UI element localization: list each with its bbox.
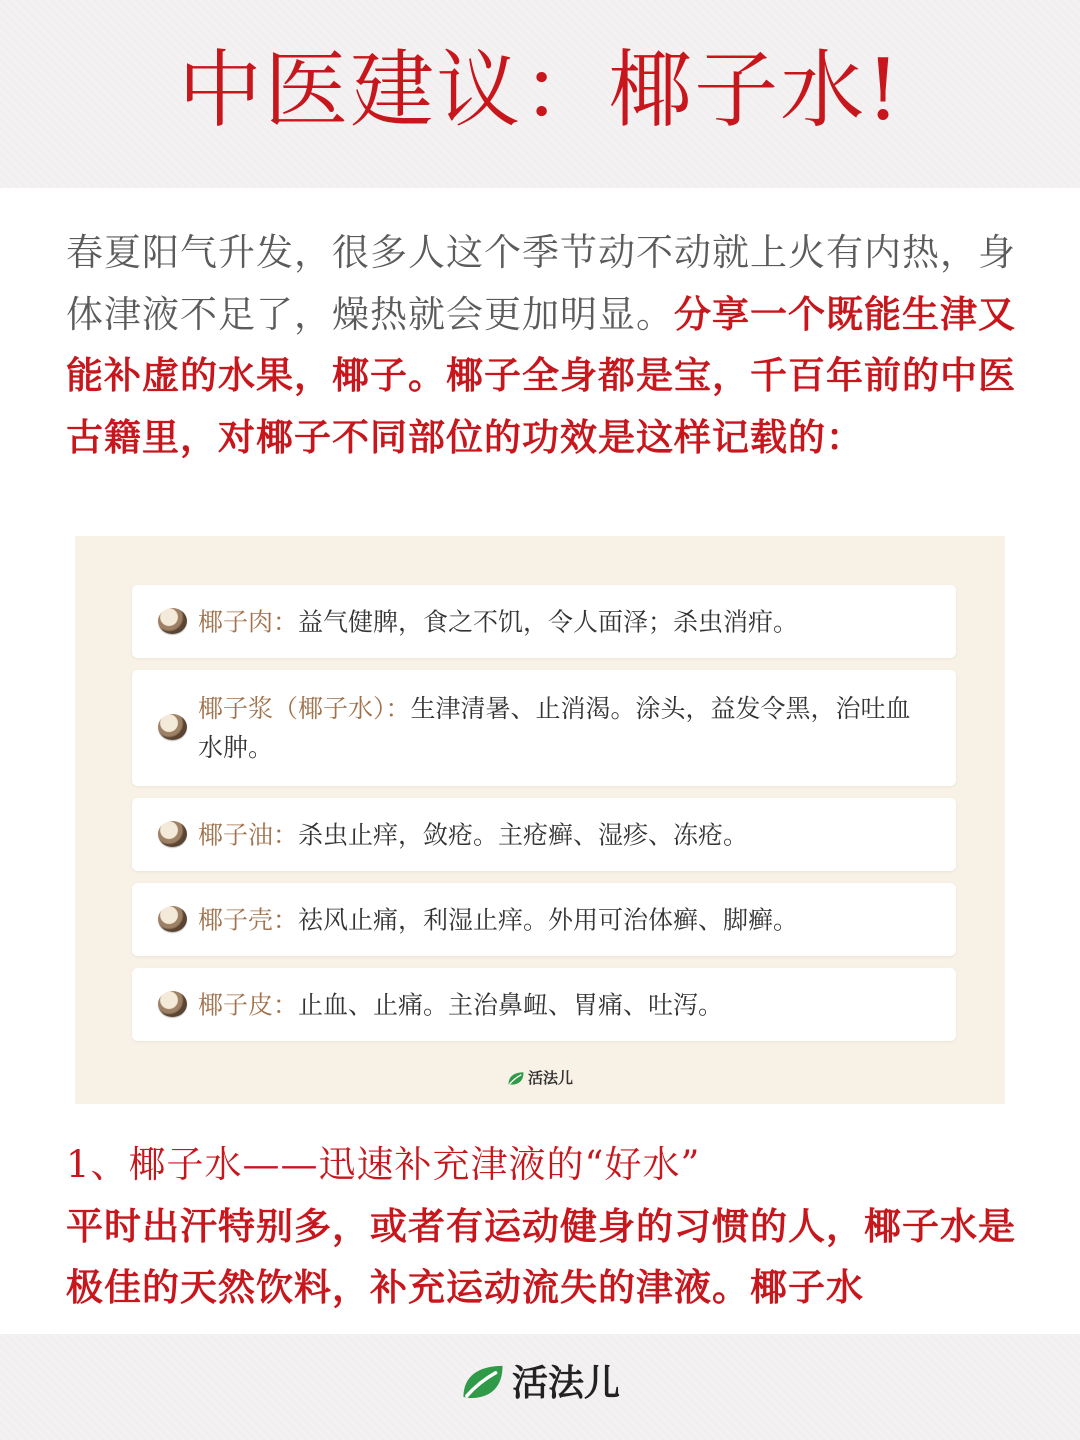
page-title: 中医建议：椰子水!	[178, 41, 902, 139]
leaf-icon	[507, 1071, 525, 1086]
coconut-icon	[158, 714, 187, 740]
info-row-description: 杀虫止痒，敛疮。主疮癣、湿疹、冻疮。	[298, 820, 749, 849]
coconut-icon	[158, 991, 187, 1017]
footer-brand-name: 活法儿	[511, 1363, 620, 1404]
coconut-parts-card	[75, 536, 1005, 1104]
info-row-description: 止血、止痛。主治鼻衄、胃痛、吐泻。	[298, 990, 724, 1019]
info-row-coconut-oil	[132, 798, 956, 871]
info-row-label: 椰子油：	[198, 820, 299, 849]
footer-brand-logo	[0, 1356, 1080, 1412]
footer-banner	[0, 1334, 1080, 1440]
info-row-text	[198, 602, 932, 641]
leaf-icon	[460, 1361, 506, 1403]
info-row-coconut-water	[132, 670, 956, 786]
info-row-description: 益气健脾，食之不饥，令人面泽；杀虫消疳。	[298, 607, 799, 636]
coconut-icon	[158, 608, 187, 634]
card-brand-name: 活法儿	[527, 1069, 573, 1087]
header-banner	[0, 0, 1080, 188]
info-row-label: 椰子肉：	[198, 607, 299, 636]
info-row-coconut-meat	[132, 585, 956, 658]
info-row-label: 椰子浆（椰子水）：	[198, 694, 411, 723]
section-heading: 1、椰子水——迅速补充津液的“好水”	[66, 1143, 701, 1186]
section-body-text: 平时出汗特别多，或者有运动健身的习惯的人，椰子水是极佳的天然饮料，补充运动流失的津液。椰子水	[66, 1203, 1016, 1309]
card-brand-logo	[75, 1067, 1005, 1088]
section-coconut-water	[66, 1134, 1026, 1319]
info-row-text	[198, 815, 932, 854]
info-row-text	[198, 689, 932, 767]
info-row-label: 椰子壳：	[198, 905, 299, 934]
info-row-text	[198, 985, 932, 1024]
info-row-description: 生津清暑、止消渴。涂头，益发令黑，治吐血水肿。	[198, 694, 911, 762]
coconut-icon	[158, 906, 187, 932]
intro-plain-text: 春夏阳气升发，很多人这个季节动不动就上火有内热，身体津液不足了，燥热就会更加明显。	[66, 231, 1016, 336]
intro-paragraph	[66, 222, 1016, 468]
info-row-text	[198, 900, 932, 939]
info-row-coconut-shell	[132, 883, 956, 956]
info-row-description: 祛风止痛，利湿止痒。外用可治体癣、脚癣。	[298, 905, 799, 934]
info-row-label: 椰子皮：	[198, 990, 299, 1019]
coconut-icon	[158, 821, 187, 847]
intro-highlight-text: 分享一个既能生津又能补虚的水果，椰子。椰子全身都是宝，千百年前的中医古籍里，对椰子不同部位的功效是这样记载的：	[66, 291, 1016, 459]
info-row-coconut-husk	[132, 968, 956, 1041]
